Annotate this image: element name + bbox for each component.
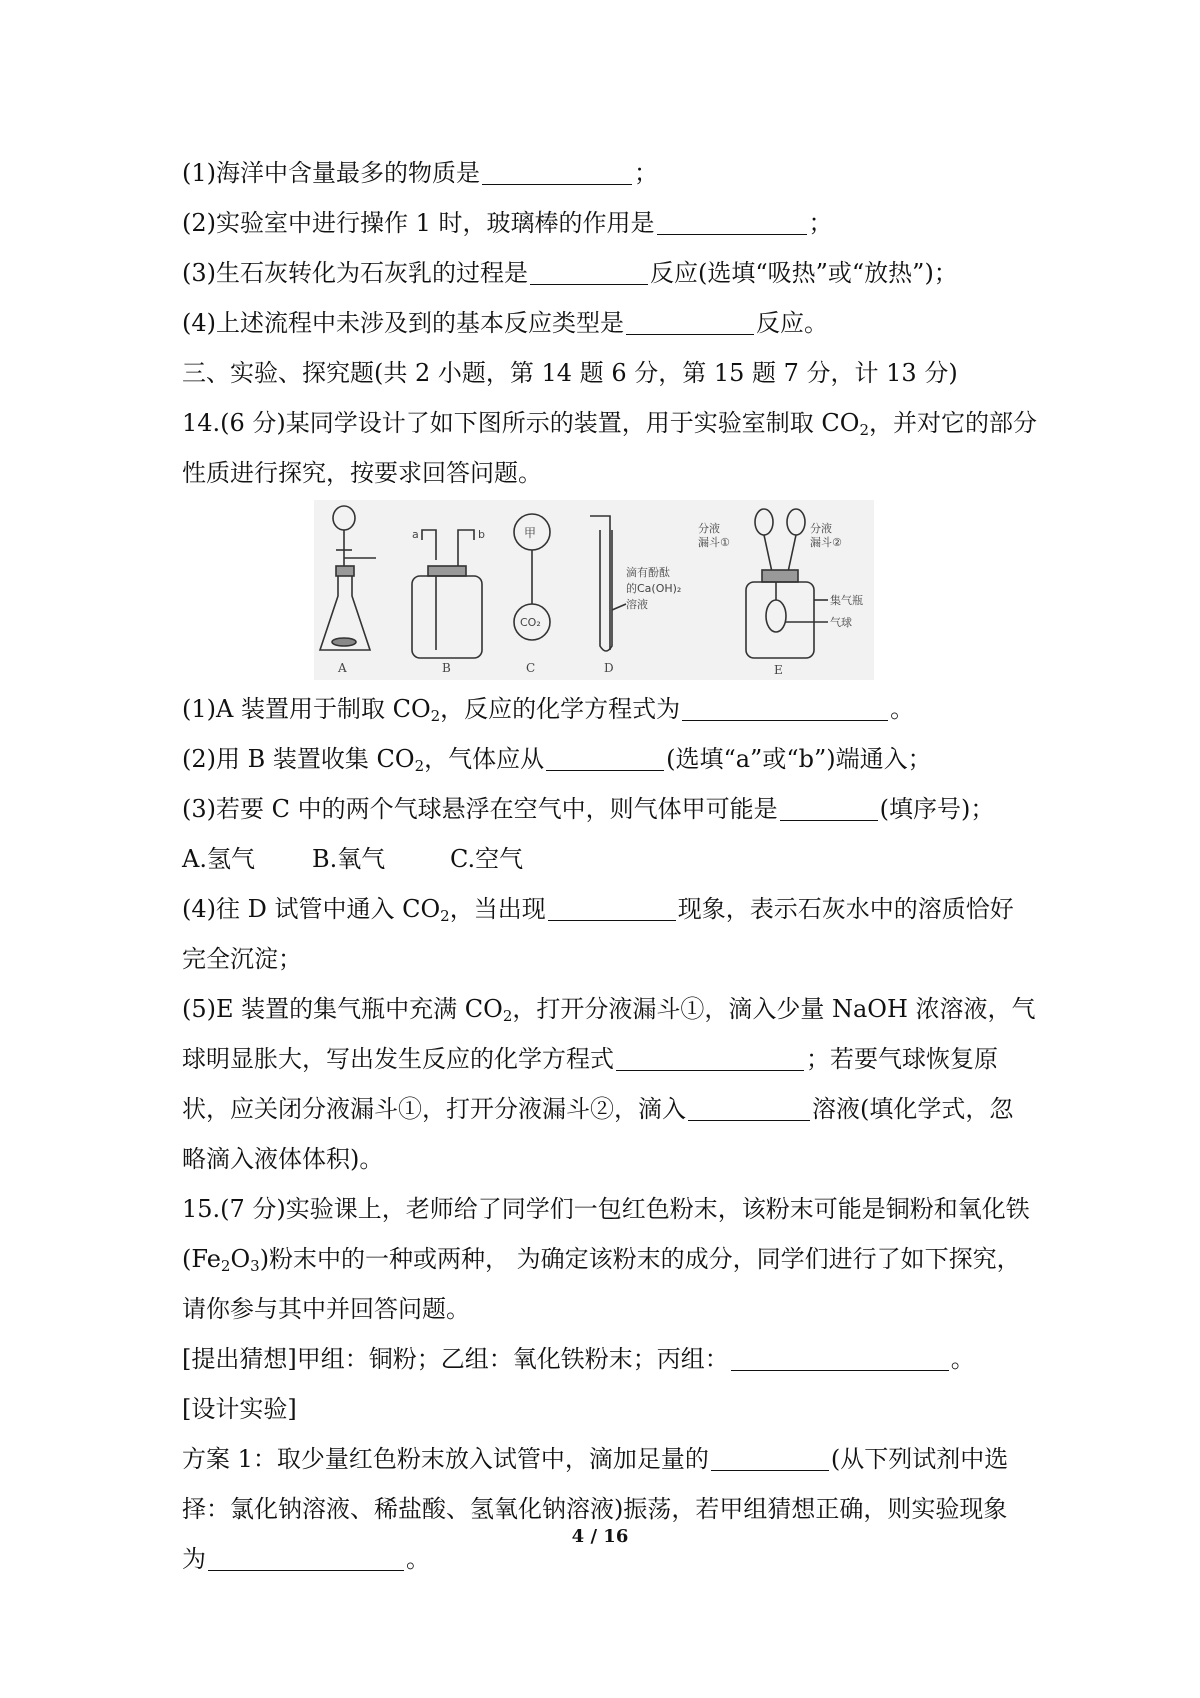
text: 反应。 [756,309,828,337]
q15-line1: 15.(7 分)实验课上，老师给了同学们一包红色粉末，该粉末可能是铜粉和氧化铁 [182,1195,1030,1223]
q14-sub4 [182,884,1032,934]
q14-sub4-cont: 完全沉淀； [182,945,302,973]
label-d: D [604,661,614,675]
q15-hypothesis [182,1334,1032,1384]
text: (从下列试剂中选 [830,1445,1009,1473]
stopper-e [762,570,798,582]
label-e: E [774,663,783,677]
text: 方案 1：取少量红色粉末放入试管中，滴加足量的 [182,1445,709,1473]
funnel-2-label-a: 分液 [810,522,832,535]
text: (1)A 装置用于制取 CO [182,695,431,723]
answer-blank[interactable] [711,1444,829,1471]
q14-sub3 [182,784,1032,834]
q14-sub1 [182,684,1032,734]
text: ，气体应从 [424,745,545,773]
q13-part1 [182,148,1032,198]
text: (Fe [182,1245,221,1273]
text: (4)上述流程中未涉及到的基本反应类型是 [182,309,624,337]
answer-blank[interactable] [682,694,888,721]
text: (2)实验室中进行操作 1 时，玻璃棒的作用是 [182,209,655,237]
gas-label: 甲 [524,526,537,540]
answer-blank[interactable] [482,158,632,185]
figure-background [314,500,874,680]
text: 反应(选填“吸热”或“放热”)； [650,259,958,287]
content [182,148,1038,1584]
text: 。 [406,1545,430,1573]
answer-blank[interactable] [688,1094,810,1121]
text: 溶液(填化学式，忽 [812,1095,1014,1123]
answer-blank[interactable] [616,1044,804,1071]
option-c: C.空气 [450,845,524,873]
text: (3)若要 C 中的两个气球悬浮在空气中，则气体甲可能是 [182,795,778,823]
q14-sub2 [182,734,1032,784]
q13-part4 [182,298,1032,348]
funnel-1-label-b: 漏斗① [698,536,730,549]
page-number: 4 / 16 [571,1526,629,1547]
section-title: 三、实验、探究题(共 2 小题，第 14 题 6 分，第 15 题 7 分，计 13 分) [182,359,958,387]
answer-blank[interactable] [626,308,754,335]
apparatus-diagram [314,500,874,680]
text: )粉末中的一种或两种， 为确定该粉末的成分，同学们进行了如下探究， [259,1245,1021,1273]
text: [提出猜想]甲组：铜粉；乙组：氧化铁粉末；丙组： [182,1345,729,1373]
d-note-2: 的Ca(OH)₂ [626,582,682,595]
apparatus-figure [182,498,1032,684]
text: 状，应关闭分液漏斗①，打开分液漏斗②，滴入 [182,1095,686,1123]
text: 。 [890,695,915,723]
text: (1)海洋中含量最多的物质是 [182,159,480,187]
q14-sub5 [182,984,1036,1034]
funnel-2-label-b: 漏斗② [810,536,842,549]
stopper-b [428,566,466,576]
bottle-label: 集气瓶 [830,594,863,607]
answer-blank[interactable] [780,794,878,821]
q15-plan1-line2: 择：氯化钠溶液、稀盐酸、氢氧化钠溶液)振荡，若甲组猜想正确，则实验现象 [182,1495,1008,1523]
label-c: C [526,661,536,675]
port-a-label: a [412,528,419,541]
text: (2)用 B 装置收集 CO [182,745,415,773]
subscript: 2 [220,1257,231,1275]
funnel-1-label-a: 分液 [698,522,720,535]
answer-blank[interactable] [657,208,807,235]
solid-reactant [332,638,356,646]
subscript: 2 [440,907,450,925]
stopper-a [336,566,354,576]
text: ，当出现 [449,895,546,923]
q15-plan1-line1 [182,1434,1032,1484]
q13-part3 [182,248,1032,298]
text: (4)往 D 试管中通入 CO [182,895,441,923]
q15-design-heading: [设计实验] [182,1395,297,1423]
text: 现象，表示石灰水中的溶质恰好 [677,895,1014,923]
balloon-label: 气球 [830,616,852,629]
option-a: A.氢气 [182,845,255,873]
text: O [230,1245,251,1273]
d-note-3: 溶液 [626,598,648,611]
q13-part2 [182,198,1032,248]
q14-options [182,834,1032,884]
subscript: 2 [502,1007,513,1025]
answer-blank[interactable] [731,1344,949,1371]
text: ；若要气球恢复原 [806,1045,998,1073]
answer-blank[interactable] [530,258,648,285]
text: (选填“a”或“b”)端通入； [666,745,932,773]
q14-sub5-line2 [182,1034,1032,1084]
text: 。 [950,1345,975,1373]
option-b: B.氧气 [312,845,386,873]
label-b: B [442,661,451,675]
text: (填序号)； [879,795,995,823]
q14-sub5-line4: 略滴入液体体积)。 [182,1145,384,1173]
answer-blank[interactable] [548,894,676,921]
q15-line3: 请你参与其中并回答问题。 [182,1295,470,1323]
label-a: A [338,661,347,675]
subscript: 3 [250,1257,260,1275]
answer-blank[interactable] [208,1544,404,1571]
text: ，反应的化学方程式为 [440,695,681,723]
text: (3)生石灰转化为石灰乳的过程是 [182,259,528,287]
co2-label: CO₂ [520,616,541,629]
text: ，打开分液漏斗①，滴入少量 NaOH 浓溶液，气 [512,995,1036,1023]
text: 为 [182,1545,206,1573]
subscript: 2 [414,757,425,775]
q14-intro-2: 性质进行探究，按要求回答问题。 [182,459,542,487]
answer-blank[interactable] [546,744,664,771]
text: 14.(6 分)某同学设计了如下图所示的装置，用于实验室制取 CO [182,409,860,437]
subscript: 2 [430,707,441,725]
text: (5)E 装置的集气瓶中充满 CO [182,995,503,1023]
d-note-1: 滴有酚酞 [626,566,670,579]
port-b-label: b [478,528,485,541]
subscript: 2 [859,421,870,439]
text: ； [808,209,833,237]
text: ，并对它的部分 [869,409,1038,437]
q15-line2 [182,1234,1032,1284]
q14-intro [182,398,1038,448]
q14-sub5-line3 [182,1084,1032,1134]
text: 球明显胀大，写出发生反应的化学方程式 [182,1045,614,1073]
text: ； [634,159,658,187]
